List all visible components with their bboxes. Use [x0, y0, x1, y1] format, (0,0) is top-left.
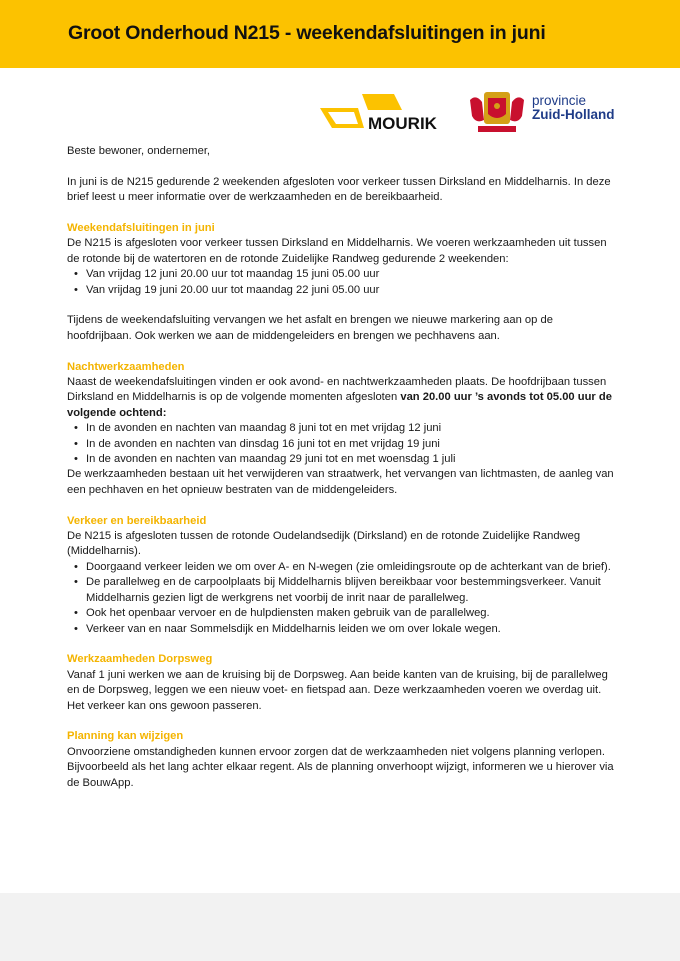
list-item: • Verkeer van en naar Sommelsdijk en Middelharnis leiden we om over lokale wegen. [67, 622, 615, 637]
province-crest-icon [466, 90, 528, 134]
night-paragraph [67, 375, 615, 421]
section-heading-weekend: Weekendafsluitingen in juni [67, 222, 215, 234]
list-item: • In de avonden en nachten van maandag 29 juni tot en met woensdag 1 juli [67, 452, 615, 467]
planning-paragraph: Onvoorziene omstandigheden kunnen ervoor zorgen dat de werkzaamheden niet volgens planning verlopen. Bijvoorbeeld als het lang achter elkaar regent. Als de planning onverhoopt wijzigt, informeren we u hierover via de BouwApp. [67, 745, 614, 789]
list-item: • De parallelweg en de carpoolplaats bij Middelharnis blijven bereikbaar voor bestemmingsverkeer. Vanuit Middelharnis gezien ligt de werkgrens net voorbij de inrit naar de parallelweg. [67, 575, 615, 606]
province-line-2: Zuid-Holland [532, 107, 615, 122]
night-list [67, 421, 615, 467]
dorpsweg-paragraph: Vanaf 1 juni werken we aan de kruising bij de Dorpsweg. Aan beide kanten van de kruising, bij de parallelweg en de Dorpsweg, leggen we een nieuw voet- en fietspad aan. Deze werkzaamheden voeren we overdag uit. Het verkeer kan ons gewoon passeren. [67, 668, 608, 712]
weekend-paragraph-2: Tijdens de weekendafsluiting vervangen we het asfalt en brengen we nieuwe markering aan op de hoofdrijbaan. Ook werken we aan de middengeleiders en brengen we pechhavens aan. [67, 314, 553, 342]
letter-body [67, 144, 615, 791]
night-text-bold: van 20.00 uur ’s avonds tot 05.00 uur de volgende ochtend: [67, 391, 612, 419]
province-line-1: provincie [532, 93, 587, 108]
traffic-list [67, 560, 615, 637]
list-item: • Ook het openbaar vervoer en de hulpdiensten maken gebruik van de parallelweg. [67, 606, 615, 621]
intro-paragraph: In juni is de N215 gedurende 2 weekenden afgesloten voor verkeer tussen Dirksland en Middelharnis. In deze brief leest u meer informatie over de werkzaamheden en de bereikbaarheid. [67, 175, 611, 204]
list-item: • Van vrijdag 12 juni 20.00 uur tot maandag 15 juni 05.00 uur [67, 267, 615, 282]
traffic-paragraph: De N215 is afgesloten tussen de rotonde Oudelandsedijk (Dirksland) en de rotonde Zuidelijke Randweg (Middelharnis). [67, 530, 581, 558]
mourik-logo [318, 92, 452, 132]
province-name [532, 94, 614, 122]
svg-text:MOURIK: MOURIK [368, 114, 437, 132]
logo-bar [318, 90, 618, 134]
greeting: Beste bewoner, ondernemer, [67, 145, 211, 157]
list-item: • Doorgaand verkeer leiden we om over A- en N-wegen (zie omleidingsroute op de achterkant van de brief). [67, 560, 615, 575]
list-item: • In de avonden en nachten van dinsdag 16 juni tot en met vrijdag 19 juni [67, 437, 615, 452]
section-heading-night: Nachtwerkzaamheden [67, 360, 185, 373]
header-banner [0, 0, 680, 68]
section-heading-dorpsweg: Werkzaamheden Dorpsweg [67, 653, 213, 666]
list-item: • Van vrijdag 19 juni 20.00 uur tot maandag 22 juni 05.00 uur [67, 283, 615, 298]
night-paragraph-2: De werkzaamheden bestaan uit het verwijderen van straatwerk, het vervangen van lichtmasten, de aanleg van een pechhaven en het opnieuw bestraten van de middengeleiders. [67, 468, 614, 496]
page-title: Groot Onderhoud N215 - weekendafsluitingen in juni [68, 22, 546, 44]
weekend-list [67, 267, 615, 298]
section-heading-planning: Planning kan wijzigen [67, 730, 184, 743]
night-text: Naast de weekendafsluitingen vinden er ook avond- en nachtwerkzaamheden plaats. De hoofdrijbaan tussen Dirksland en Middelharnis is op de volgende momenten afgesloten [67, 376, 607, 404]
list-item: • In de avonden en nachten van maandag 8 juni tot en met vrijdag 12 juni [67, 421, 615, 436]
weekend-paragraph: De N215 is afgesloten voor verkeer tussen Dirksland en Middelharnis. We voeren werkzaamheden uit tussen de rotonde bij de watertoren en de rotonde Zuidelijke Randweg gedurende 2 weekenden: [67, 237, 607, 265]
section-heading-traffic: Verkeer en bereikbaarheid [67, 514, 207, 527]
